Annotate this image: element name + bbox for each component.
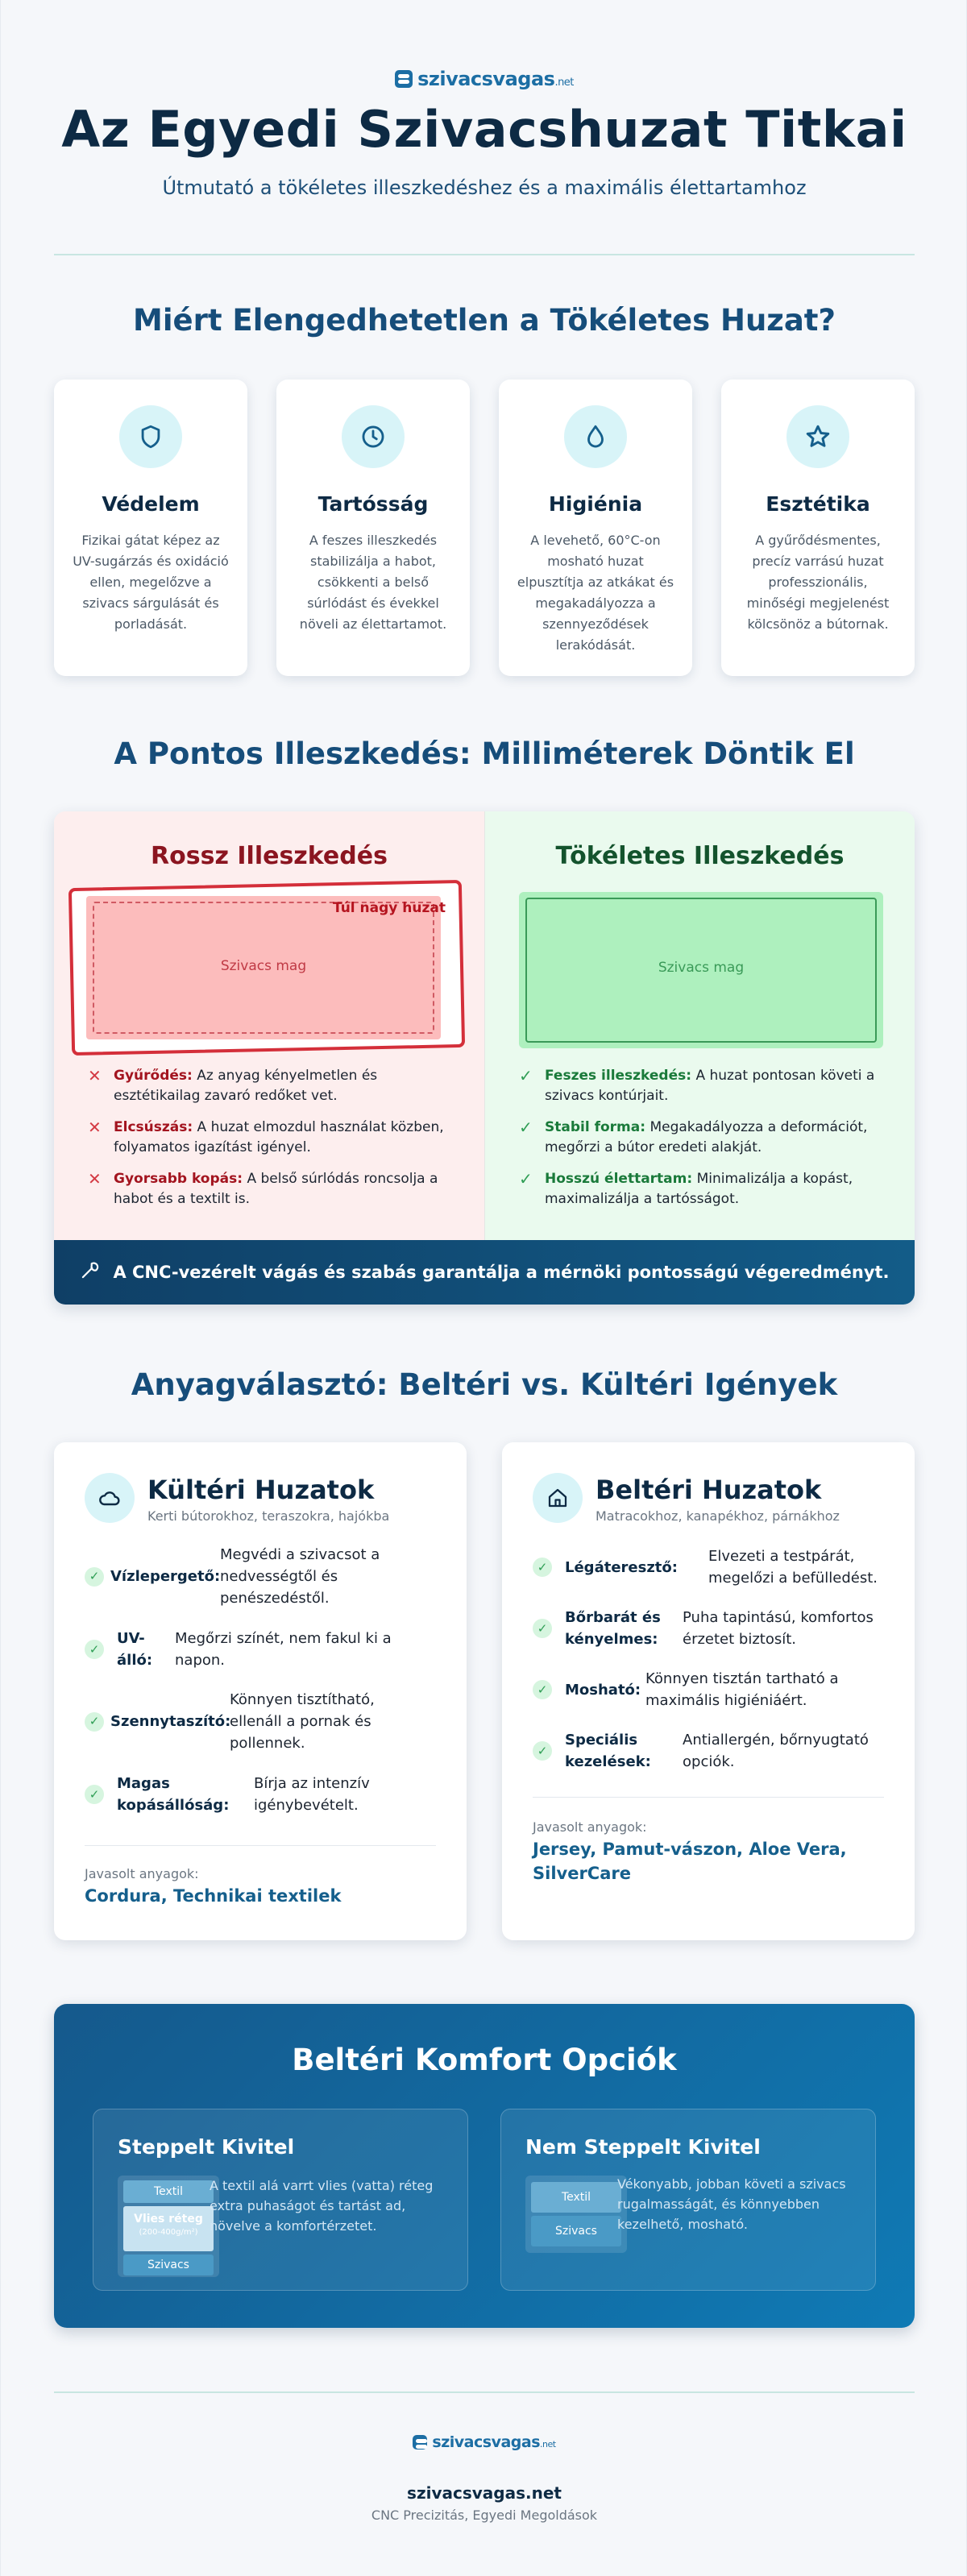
card-subtitle: Kerti bútorokhoz, teraszokra, hajókba	[147, 1508, 390, 1524]
feature-row	[533, 1545, 886, 1589]
footer-site[interactable]: szivacsvagas.net	[407, 2483, 562, 2503]
star-icon	[786, 405, 849, 468]
list-item	[519, 1066, 890, 1106]
why-card-title: Tartósság	[317, 492, 429, 516]
check-icon: ✓	[85, 1567, 104, 1587]
list-item	[88, 1169, 459, 1209]
feature-row	[85, 1689, 431, 1754]
item-text: Megakadályozza a deformációt, megőrzi a bútor eredeti alakját.	[545, 1119, 868, 1155]
fit-section-title: A Pontos Illeszkedés: Milliméterek Döntik El	[114, 736, 855, 771]
item-key: Gyorsabb kopás:	[114, 1171, 243, 1187]
feature-key: Magas kopásállóság:	[117, 1775, 230, 1814]
brand-tld: .net	[540, 2439, 556, 2449]
brand-name: szivacsvagas	[417, 68, 555, 90]
list-item	[88, 1066, 459, 1106]
feature-key: Légáteresztő:	[565, 1558, 678, 1576]
item-text: Minimalizálja a kopást, maximalizálja a tartósságot.	[545, 1171, 853, 1207]
why-card-text: A levehető, 60°C-on mosható huzat elpusztítja az atkákat és megakadályozza a szennyeződések lerakódását.	[517, 533, 674, 653]
page-subtitle: Útmutató a tökéletes illeszkedéshez és a maximális élettartamhoz	[162, 176, 807, 199]
materials-section-title: Anyagválasztó: Beltéri vs. Kültéri Igények	[131, 1367, 838, 1402]
feature-row	[85, 1628, 417, 1671]
cross-icon: ✕	[88, 1169, 102, 1188]
bad-fit-list	[88, 1066, 459, 1221]
wrench-icon	[79, 1260, 100, 1285]
card-subtitle: Matracokhoz, kanapékhoz, párnákhoz	[596, 1508, 840, 1524]
bad-fit-panel	[54, 811, 484, 1240]
recommended-label: Javasolt anyagok:	[85, 1866, 199, 1881]
layer-wadding-label: Vlies réteg	[134, 2213, 203, 2225]
shield-icon	[119, 405, 182, 468]
feature-key: Szennytaszító:	[110, 1713, 231, 1730]
good-fit-panel	[484, 811, 915, 1240]
feature-text: Elvezeti a testpárát, megelőzi a befülledést.	[708, 1548, 878, 1587]
why-card-text: Fizikai gátat képez az UV-sugárzás és oxidáció ellen, megelőzve a szivacs sárgulását és porladását.	[73, 533, 229, 632]
divider	[54, 2391, 915, 2393]
bad-fit-title: Rossz Illeszkedés	[151, 842, 388, 870]
recommended-materials: Jersey, Pamut-vászon, Aloe Vera, SilverCare	[533, 1840, 847, 1883]
cloud-sun-icon	[85, 1473, 135, 1523]
divider	[533, 1797, 884, 1798]
check-icon: ✓	[533, 1741, 552, 1761]
why-card-title: Higiénia	[548, 492, 643, 516]
check-icon: ✓	[533, 1619, 552, 1638]
core-label: Szivacs mag	[658, 960, 745, 976]
outdoor-covers-card	[54, 1442, 467, 1940]
why-section-title: Miért Elengedhetetlen a Tökéletes Huzat?	[133, 303, 836, 338]
clock-icon	[342, 405, 405, 468]
why-card-title: Védelem	[102, 492, 200, 516]
item-key: Gyűrődés:	[114, 1068, 193, 1084]
list-item	[88, 1118, 459, 1158]
item-key: Elcsúszás:	[114, 1119, 193, 1135]
why-card-durability	[276, 380, 470, 676]
core-label: Szivacs mag	[220, 958, 307, 974]
recommended-materials: Cordura, Technikai textilek	[85, 1886, 342, 1906]
option-text: Vékonyabb, jobban követi a szivacs rugalmasságát, és könnyebben kezelhető, mosható.	[617, 2176, 846, 2232]
logo-icon	[413, 2435, 427, 2449]
list-item	[519, 1118, 890, 1158]
comfort-options	[54, 2004, 915, 2328]
page-title: Az Egyedi Szivacshuzat Titkai	[61, 100, 907, 159]
feature-key: Bőrbarát és kényelmes:	[565, 1609, 661, 1648]
cnc-banner	[54, 1240, 915, 1305]
feature-key: Mosható:	[565, 1681, 641, 1699]
card-title: Beltéri Huzatok	[596, 1475, 822, 1505]
check-icon: ✓	[85, 1640, 104, 1659]
layer-textile: Textil	[531, 2182, 621, 2213]
layer-wadding-note: (200-400g/m²)	[139, 2228, 198, 2237]
card-title: Kültéri Huzatok	[147, 1475, 375, 1505]
feature-text: Bírja az intenzív igénybevételt.	[254, 1775, 370, 1814]
feature-key: UV-álló:	[117, 1630, 153, 1669]
layer-foam: Szivacs	[531, 2216, 621, 2246]
recommended-label: Javasolt anyagok:	[533, 1819, 647, 1835]
why-card-protection	[54, 380, 247, 676]
option-title: Nem Steppelt Kivitel	[525, 2135, 761, 2159]
check-icon: ✓	[519, 1118, 533, 1137]
good-fit-title: Tökéletes Illeszkedés	[555, 842, 845, 870]
good-fit-list	[519, 1066, 890, 1221]
item-key: Feszes illeszkedés:	[545, 1068, 692, 1084]
layer-wadding	[123, 2206, 214, 2251]
indoor-covers-card	[502, 1442, 915, 1940]
why-card-aesthetics	[721, 380, 915, 676]
feature-text: Megőrzi színét, nem fakul ki a napon.	[175, 1630, 392, 1669]
why-card-text: A feszes illeszkedés stabilizálja a habot, csökkenti a belső súrlódást és évekkel növeli az élettartamot.	[299, 533, 447, 632]
oversize-tag: Túl nagy huzat	[332, 900, 446, 916]
droplet-icon	[564, 405, 627, 468]
why-card-hygiene	[499, 380, 692, 676]
cross-icon: ✕	[88, 1066, 102, 1085]
item-text: A belső súrlódás roncsolja a habot és a textilt is.	[114, 1171, 438, 1207]
feature-row	[85, 1773, 407, 1816]
home-icon	[533, 1473, 583, 1523]
comfort-title: Beltéri Komfort Opciók	[292, 2043, 677, 2077]
cross-icon: ✕	[88, 1118, 102, 1137]
option-text: A textil alá varrt vlies (vatta) réteg extra puhaságot és tartást ad, növelve a komfortérzetet.	[210, 2178, 434, 2234]
item-text: Az anyag kényelmetlen és esztétikailag zavaró redőket vet.	[114, 1068, 378, 1104]
feature-row	[533, 1668, 887, 1711]
feature-text: Puha tapintású, komfortos érzetet biztosít.	[683, 1609, 874, 1648]
feature-key: Speciális kezelések:	[565, 1732, 651, 1770]
page-header	[1, 63, 967, 199]
item-key: Hosszú élettartam:	[545, 1171, 693, 1187]
feature-key: Vízlepergető:	[110, 1568, 221, 1585]
feature-text: Könnyen tisztítható, ellenáll a pornak és pollennek.	[230, 1691, 375, 1752]
fit-comparison	[54, 811, 915, 1305]
feature-text: Antiallergén, bőrnyugtató opciók.	[683, 1732, 869, 1770]
why-card-text: A gyűrődésmentes, precíz varrású huzat professzionális, minőségi megjelenést kölcsönöz a bútornak.	[746, 533, 890, 632]
why-card-title: Esztétika	[766, 492, 870, 516]
check-icon: ✓	[519, 1066, 533, 1085]
layer-textile: Textil	[123, 2180, 214, 2203]
footer-logo[interactable]	[1, 2433, 967, 2451]
divider	[54, 254, 915, 255]
feature-row	[533, 1729, 884, 1773]
check-icon: ✓	[519, 1169, 533, 1188]
footer-tagline: CNC Precizitás, Egyedi Megoldások	[371, 2508, 598, 2523]
cnc-banner-text: A CNC-vezérelt vágás és szabás garantálja a mérnöki pontosságú végeredményt.	[113, 1263, 890, 1282]
option-title: Steppelt Kivitel	[118, 2135, 295, 2159]
check-icon: ✓	[85, 1785, 104, 1804]
check-icon: ✓	[533, 1558, 552, 1577]
quilted-option	[93, 2109, 468, 2291]
feature-text: Megvédi a szivacsot a nedvességtől és penészedéstől.	[220, 1546, 380, 1607]
feature-row	[85, 1544, 430, 1609]
layer-foam: Szivacs	[123, 2255, 214, 2275]
check-icon: ✓	[85, 1712, 104, 1732]
feature-row	[533, 1607, 884, 1650]
brand-tld: .net	[554, 77, 574, 89]
item-text: A huzat pontosan követi a szivacs kontúrjait.	[545, 1068, 875, 1104]
item-key: Stabil forma:	[545, 1119, 646, 1135]
list-item	[519, 1169, 890, 1209]
check-icon: ✓	[533, 1680, 552, 1699]
item-text: A huzat elmozdul használat közben, folyamatos igazítást igényel.	[114, 1119, 444, 1155]
brand-name: szivacsvagas	[432, 2433, 541, 2451]
divider	[85, 1845, 436, 1846]
feature-text: Könnyen tisztán tartható a maximális higiéniáért.	[645, 1670, 839, 1709]
non-quilted-option	[500, 2109, 876, 2291]
